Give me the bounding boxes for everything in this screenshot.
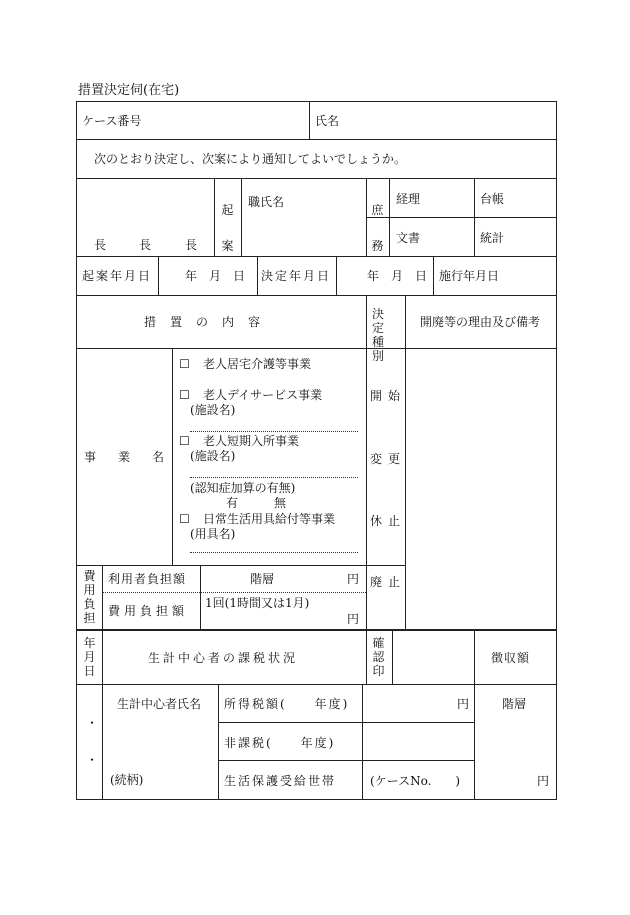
measures-content-header: 措 置 の 内 容 [144,315,262,329]
kian-date-value: 年 月 日 [185,269,246,283]
per-time-label: 1回(1時間又は1月) [205,596,310,610]
dementia-label: (認知症加算の有無) [190,481,296,495]
day-service-facility: (施設名) [190,403,236,417]
daicho-label: 台帳 [480,192,505,206]
toukei-label: 統計 [480,231,505,245]
chief-label-1: 長 [94,238,107,252]
chief-label-3: 長 [185,238,198,252]
date-dot-2: ・ [86,753,99,767]
relationship-label: (続柄) [110,773,144,787]
head-name-label: 生計中心者氏名 [117,697,202,711]
action-start: 開始 [370,389,407,403]
action-change: 変更 [370,452,407,466]
yen-label-1: 円 [347,572,360,586]
kettei-shubetsu-header: 決定種別 [372,307,388,363]
bunsho-label: 文書 [396,231,421,245]
checkbox-daily-goods[interactable]: ☐ [179,512,190,526]
yen-label-2: 円 [347,612,360,626]
yen-label-4: 円 [537,774,550,788]
confirm-seal-label: 確認印 [372,636,385,678]
cost-burden-label: 費用負担 [83,569,96,625]
checkbox-home-care[interactable]: ☐ [179,357,190,371]
yen-label-3: 円 [457,697,470,711]
business-name-label: 事業名 [84,450,187,464]
daily-goods-label: 日常生活用具給付等事業 [203,512,336,526]
short-stay-facility: (施設名) [190,449,236,463]
reason-header: 開廃等の理由及び備考 [420,315,541,329]
income-tax-label: 所得税額( 年度) [224,697,350,711]
tax-date-label: 年月日 [83,636,96,678]
shiko-date-label: 施行年月日 [439,269,500,283]
shomu-label: 庶務 [371,203,384,253]
bracket-label-2: 階層 [502,697,527,711]
kian-label: 起案 [221,203,234,253]
day-service-label: 老人デイサービス事業 [203,388,323,402]
chief-label-2: 長 [139,238,152,252]
short-stay-label: 老人短期入所事業 [203,434,300,448]
dementia-no: 無 [274,496,287,510]
user-share-label: 利用者負担額 [108,572,187,586]
kettei-date-label: 決定年月日 [261,269,332,283]
kettei-date-value: 年 月 日 [367,269,428,283]
name-label: 氏名 [315,114,340,128]
dementia-yes: 有 [226,496,239,510]
keiri-label: 経理 [396,192,421,206]
welfare-household-label: 生活保護受給世帯 [224,774,337,788]
notice-text: 次のとおり決定し、次案により通知してよいでしょうか。 [94,152,407,166]
action-abolish: 廃止 [370,575,407,589]
date-dot-1: ・ [86,716,99,730]
kian-date-label: 起案年月日 [82,269,153,283]
non-taxable-label: 非課税( 年度) [224,736,336,750]
action-suspend: 休止 [370,514,407,528]
checkbox-day-service[interactable]: ☐ [179,388,190,402]
tax-status-header: 生計中心者の課税状況 [148,651,299,665]
collection-amount-header: 徴収額 [491,651,531,665]
home-care-label: 老人居宅介護等事業 [203,357,312,371]
cost-share-label: 費用負担額 [108,604,189,618]
case-no-label: (ケースNo. ) [370,774,461,788]
title-name-label: 職氏名 [248,195,285,209]
form-title: 措置決定伺(在宅) [78,83,180,98]
daily-goods-item: (用具名) [190,527,236,541]
checkbox-short-stay[interactable]: ☐ [179,434,190,448]
case-number-label: ケース番号 [82,114,142,128]
bracket-label: 階層 [250,572,275,586]
